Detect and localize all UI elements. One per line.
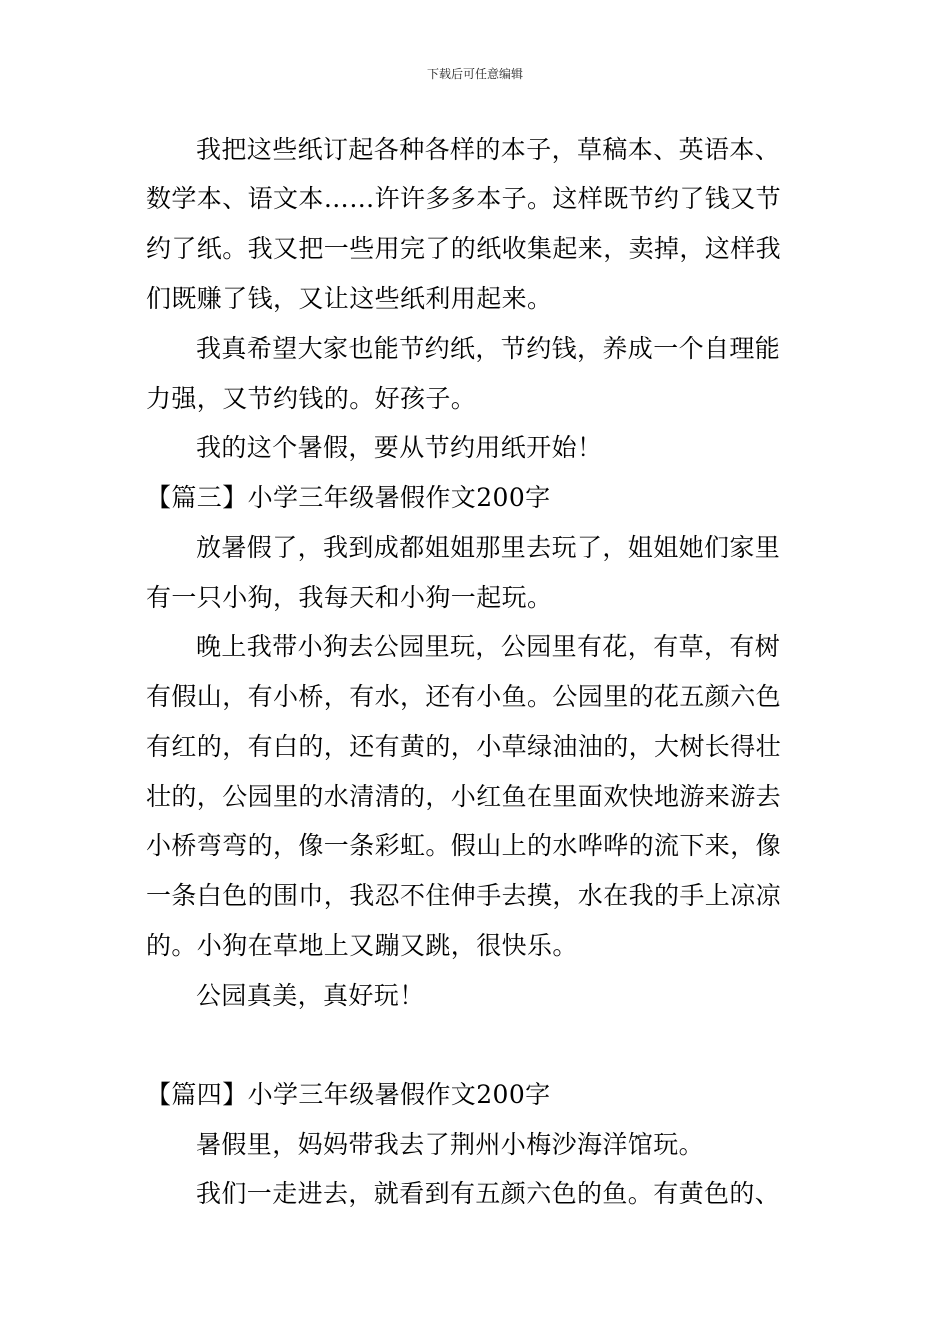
paragraph-line: 放暑假了，我到成都姐姐那里去玩了，姐姐她们家里 bbox=[196, 533, 781, 562]
paragraph-line: 我把这些纸订起各种各样的本子，草稿本、英语本、 bbox=[196, 135, 781, 164]
paragraph-line: 一条白色的围巾，我忍不住伸手去摸，水在我的手上凉凉 bbox=[146, 881, 782, 910]
section-heading: 【篇三】小学三年级暑假作文200字 bbox=[146, 483, 551, 512]
paragraph-line: 小桥弯弯的，像一条彩虹。假山上的水哗哗的流下来，像 bbox=[146, 831, 782, 860]
paragraph-line: 我的这个暑假，要从节约用纸开始！ bbox=[196, 433, 603, 462]
paragraph-line: 有红的，有白的，还有黄的，小草绿油油的，大树长得壮 bbox=[146, 732, 782, 761]
paragraph-line: 数学本、语文本……许许多多本子。这样既节约了钱又节 bbox=[146, 184, 782, 213]
paragraph-line: 约了纸。我又把一些用完了的纸收集起来，卖掉，这样我 bbox=[146, 234, 782, 263]
paragraph-line: 有一只小狗，我每天和小狗一起玩。 bbox=[146, 583, 553, 612]
paragraph-line: 的。小狗在草地上又蹦又跳，很快乐。 bbox=[146, 931, 578, 960]
paragraph-line: 晚上我带小狗去公园里玩，公园里有花，有草，有树 bbox=[196, 632, 781, 661]
paragraph-line: 我们一走进去，就看到有五颜六色的鱼。有黄色的、 bbox=[196, 1179, 781, 1208]
section-heading: 【篇四】小学三年级暑假作文200字 bbox=[146, 1080, 551, 1109]
paragraph-line: 我真希望大家也能节约纸，节约钱，养成一个自理能 bbox=[196, 334, 781, 363]
paragraph-line: 们既赚了钱，又让这些纸利用起来。 bbox=[146, 284, 553, 313]
paragraph-line: 壮的，公园里的水清清的，小红鱼在里面欢快地游来游去 bbox=[146, 782, 782, 811]
paragraph-line: 有假山，有小桥，有水，还有小鱼。公园里的花五颜六色 bbox=[146, 682, 782, 711]
paragraph-line: 暑假里，妈妈带我去了荆州小梅沙海洋馆玩。 bbox=[196, 1130, 705, 1159]
header-note: 下载后可任意编辑 bbox=[426, 67, 523, 81]
paragraph-line: 公园真美，真好玩！ bbox=[196, 981, 425, 1010]
paragraph-line: 力强，又节约钱的。好孩子。 bbox=[146, 384, 477, 413]
